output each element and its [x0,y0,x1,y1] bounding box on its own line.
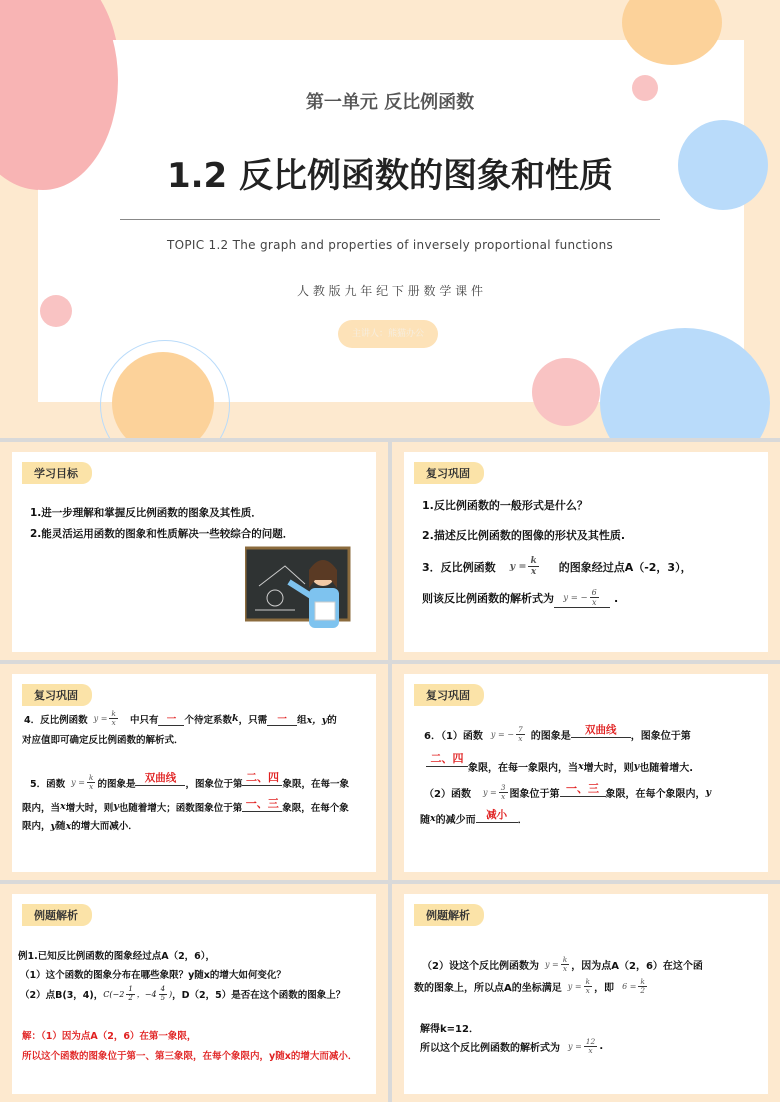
question-3-answer: 则该反比例函数的解析式为 y = − $\frac{6}{x}$ . [422,588,619,607]
q5-line3: 限内，y随x的增大而减小． [22,821,138,832]
question-3 [422,556,692,577]
q5-line1: 5．函数 y = $\frac{k}{x}$ 的图象是 双曲线 ，图象位于第 二、四 象限，在每一象 [30,771,349,791]
slide-review-2 [0,664,388,880]
section-label: 复习巩固 [22,684,92,706]
solution-line-2: 所以这个函数的图象位于第一、第三象限，在每个象限内，y随x的增大而减小． [22,1051,358,1062]
goal-2: 2.能灵活运用函数的图象和性质解决一些较综合的问题． [30,528,294,540]
section-label: 复习巩固 [414,684,484,706]
example2-line1: （2）设这个反比例函数为 y = $\frac{k}{x}$ ，因为点A（2，6）在这个函 [422,955,703,973]
q3-suffix: 的图象经过点A（-2，3）， [558,560,692,574]
goal-1: 1.进一步理解和掌握反比例函数的图象及其性质． [30,507,262,519]
pink-dot-left [40,295,72,327]
course-subtitle: 人 教 版 九 年 纪 下 册 数 学 课 件 [297,284,483,298]
q5-line2: 限内，当 x 增大时，则 y 也随着增大；函数图象位于第 一、三 象限，在每个象 [22,797,349,814]
cover-slide [0,0,780,438]
example2-line4: 所以这个反比例函数的解析式为 y = $\frac{12}{x}$ . [420,1037,604,1055]
section-label: 例题解析 [414,904,484,926]
answer-blank: y = − $\frac{6}{x}$ [554,588,610,608]
q6-line4: 随 x 的减少而 减小 ． [420,809,528,826]
pink-circle-bottom [532,358,600,426]
question-1: 1.反比例函数的一般形式是什么？ [422,499,588,512]
example2-line3: 解得k=12． [420,1024,479,1035]
q3-answer-prefix: 则该反比例函数的解析式为 [422,592,554,605]
question-2: 2.描述反比例函数的图像的形状及其性质. [422,529,626,542]
q4-line2: 对应值即可确定反比例函数的解析式． [22,735,184,746]
unit-title: 第一单元 反比例函数 [305,92,475,113]
section-label: 例题解析 [22,904,92,926]
slide-review-3 [392,664,780,880]
presenter-badge: 主讲人：熊猫办公 [338,320,438,348]
formula-y-eq: y = [509,561,527,572]
teacher-illustration [245,546,353,634]
section-label: 复习巩固 [414,462,484,484]
slide-example-2 [392,884,780,1102]
formula-fraction: $\frac{k}{x}$ [530,556,537,577]
slide-learning-goals [0,442,388,660]
section-label: 学习目标 [22,462,92,484]
main-title: 1.2 反比例函数的图象和性质 [166,156,614,196]
q6-line1: 6．（1）函数 y = − $\frac{7}{x}$ 的图象是 双曲线 ，图象位于第 [424,723,691,743]
q3-prefix: 3．反比例函数 [422,560,496,574]
topic-subtitle: TOPIC 1.2 The graph and properties of inversely proportional functions [166,238,614,252]
q6-line3: （2）函数 y = $\frac{3}{x}$ 图象位于第 一、三 象限，在每个象限内， y [424,782,712,801]
q6-line2: 二、四 象限，在每一象限内，当 x 增大时，则 y 也随着增大. [426,758,693,775]
slide-review-1 [392,442,780,660]
q4-line1: 4．反比例函数 y = $\frac{k}{x}$ 中只有 一 个待定系数 k ，只需 一 组 x，y 的 [24,709,337,727]
solution-line-1: 解：（1）因为点A（2，6）在第一象限， [22,1031,197,1042]
example-part-2: （2）点B(3，4)， C(−2 $\frac{1}{2}$ ，−4 $\frac{4}{5}$ ) ，D（2，5）是否在这个函数的图象上？ [20,985,346,1002]
title-divider [120,219,660,220]
example2-line2: 数的图象上，所以点A的坐标满足 y = $\frac{k}{x}$ ，即 6 = $\frac{k}{2}$ [414,977,646,995]
slide-example-1 [0,884,388,1102]
example-part-1: （1）这个函数的图象分布在哪些象限？y随x的增大如何变化？ [20,970,286,981]
example-statement: 例1.已知反比例函数的图象经过点A（2，6）， [18,951,216,962]
